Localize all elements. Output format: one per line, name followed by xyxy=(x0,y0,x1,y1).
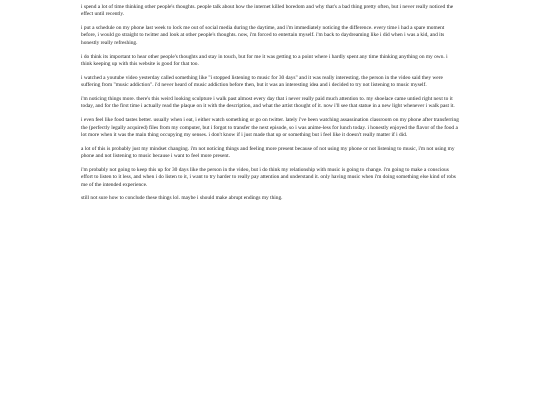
post-paragraph: a lot of this is probably just my mindset changing. i'm not noticing things and feeling more present because of not using my phone or not listening to music, i'm not using my phone and not listening to music because i want to feel more present. xyxy=(81,145,455,160)
post-paragraph: i watched a youtube video yesterday called something like "i stopped listening to music for 30 days" and it was really interesting. the person in the video said they were suffering from "music addiction". i'd never heard of music addiction before then, but it was an interesting idea and i decided to try not listening to music myself. xyxy=(81,74,443,89)
post-paragraph: i'm probably not going to keep this up for 30 days like the person in the video, but i do think my relationship with music is going to change. i'm going to make a conscious effort to listen to it less, and when i do listen to it, i want to try harder to really pay attention and understand it. only having music when i'm doing something else kind of robs me of the intended experience. xyxy=(81,166,456,188)
post-paragraph: still not sure how to conclude these things lol. maybe i should make abrupt endings my thing. xyxy=(81,195,283,202)
post-body xyxy=(81,4,459,209)
post-paragraph: i even feel like food tastes better. usually when i eat, i either watch something or go on twitter. lately i've been watching assassination classroom on my phone after transferring the (perfectly legally acquired) files from my computer, but i forgot to transfer the next episode, so i was anime-less for lunch today. i honestly enjoyed the flavor of the food a lot more when it was the main thing occupying my senses. i don't know if i just made that up or something but i feel like it doesn't really matter if i did. xyxy=(81,117,459,138)
post-paragraph: i put a schedule on my phone last week to lock me out of social media during the daytime, and i'm immediately noticing the difference. every time i had a spare moment before, i would go straight to twitter and look at other people's thoughts. now, i'm forced to entertain myself. i'm back to daydreaming like i did when i was a kid, and its honestly really refreshing. xyxy=(81,25,445,46)
post-paragraph: i do think its important to hear other people's thoughts and stay in touch, but for me it was getting to a point where i hardly spent any time thinking anything on my own. i think keeping up with this website is good for that too. xyxy=(81,53,448,67)
post-paragraph: i spend a lot of time thinking other people's thoughts. people talk about how the internet killed boredom and why that's a bad thing pretty often, but i never really noticed the effect until recently. xyxy=(81,4,454,18)
post-paragraph: i'm noticing things more. there's this weird looking sculpture i walk past almost every day that i never really paid much attention to. my shoelace came untied right next to it today, and for the first time i actually read the plaque on it with the description, and what the artist thought of it. now i'll see that statue in a new light whenever i walk past it. xyxy=(81,96,455,110)
